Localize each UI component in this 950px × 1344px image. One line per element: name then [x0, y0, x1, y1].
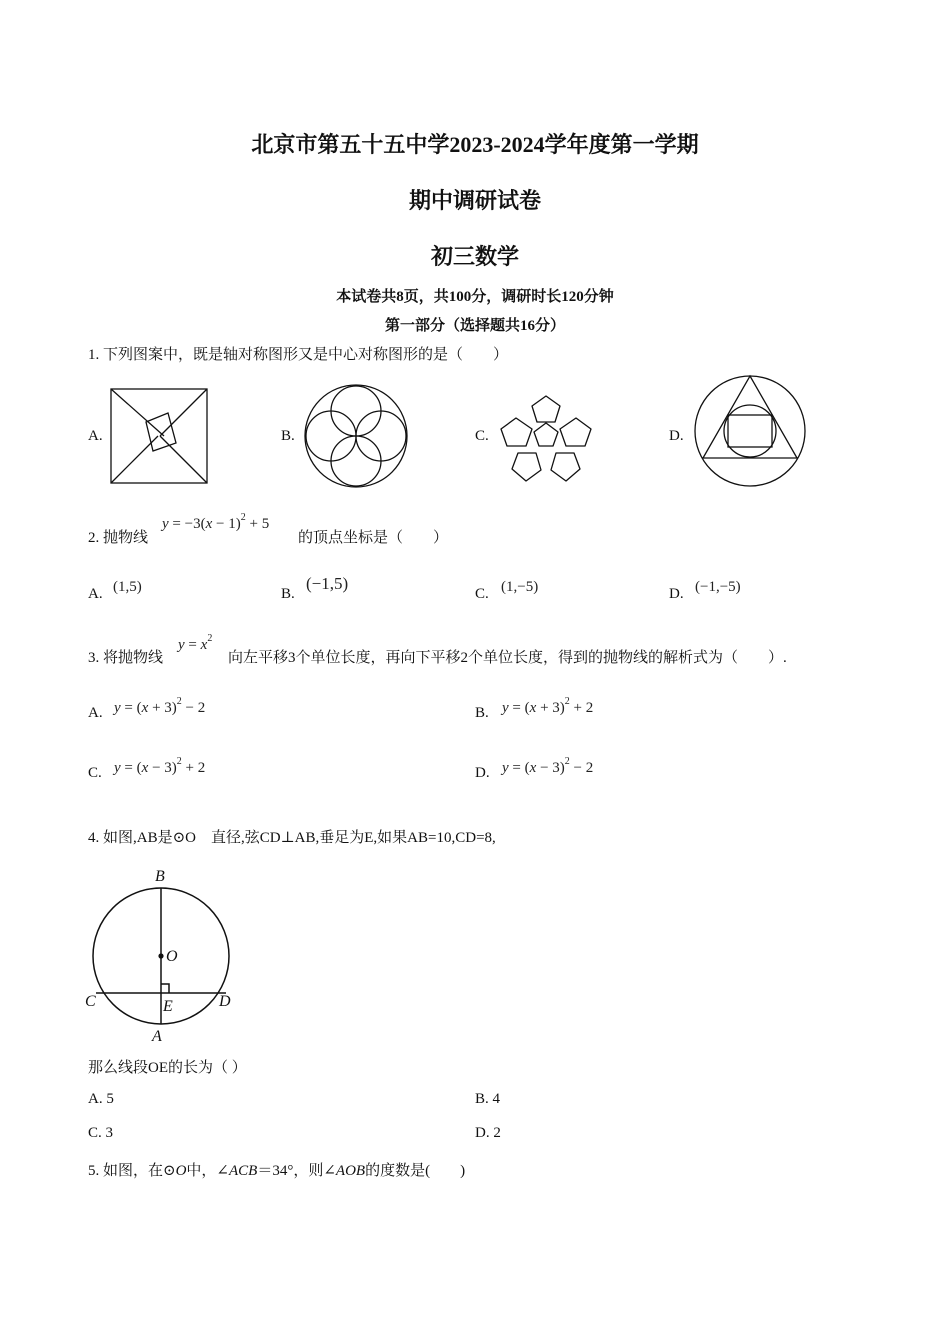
q4-label-b: B — [155, 868, 165, 885]
q4-option-b: B. 4 — [475, 1091, 501, 1107]
q4-label-d: D — [219, 993, 231, 1010]
q2-option-a-value: (1,5) — [113, 579, 142, 595]
q4-label-c: C — [85, 993, 96, 1010]
figure-a-square-pinwheel — [110, 388, 208, 484]
q2-option-c-label: C. — [475, 586, 489, 602]
q1-option-d-label: D. — [669, 428, 684, 444]
q4-label-o: O — [166, 948, 178, 965]
exam-subtitle: 期中调研试卷 — [408, 188, 541, 213]
q3-option-d-formula: $y = (x - 3)^2 - 2$ — [502, 756, 594, 776]
q1-option-c-label: C. — [475, 428, 489, 444]
q1-option-a-label: A. — [88, 428, 103, 444]
q4-center-point — [158, 953, 163, 958]
q3-option-c-label: C. — [88, 765, 102, 781]
q4-label-a: A — [152, 1028, 162, 1045]
question-2-suffix: 的顶点坐标是（ ） — [298, 530, 449, 546]
q3-option-d-label: D. — [475, 765, 490, 781]
q2-formula: $y = -3(x - 1)^2 + 5$ — [162, 512, 270, 532]
subject-title: 初三数学 — [430, 244, 519, 269]
q4-option-a: A. 5 — [88, 1091, 114, 1107]
q3-option-b-label: B. — [475, 705, 489, 721]
q2-option-b-label: B. — [281, 586, 295, 602]
question-3-prefix: 3. 将抛物线 — [88, 650, 164, 666]
q2-option-a-label: A. — [88, 586, 103, 602]
q2-option-d-value: (−1,−5) — [695, 579, 741, 595]
q4-right-angle-mark — [161, 984, 169, 993]
q3-option-a-label: A. — [88, 705, 103, 721]
question-1-text: 1. 下列图案中，既是轴对称图形又是中心对称图形的是（ ） — [88, 347, 509, 363]
question-3-suffix: 向左平移3个单位长度，再向下平移2个单位长度，得到的抛物线的解析式为（ ）. — [228, 650, 787, 666]
q4-circle-figure — [80, 862, 240, 1046]
q3-formula: $y = x^2$ — [178, 633, 213, 653]
q2-option-c-value: (1,−5) — [501, 579, 539, 595]
figure-b-four-circles — [303, 383, 409, 489]
question-4-text: 4. 如图,AB是⊙O 直径,弦CD⊥AB,垂足为E,如果AB=10,CD=8, — [88, 830, 496, 846]
question-2-prefix: 2. 抛物线 — [88, 530, 149, 546]
figure-d-circle-triangle — [693, 374, 807, 488]
question-5-text: 5. 如图，在⊙O中，∠ACB＝34°，则∠AOB的度数是( ) — [88, 1163, 466, 1179]
q2-option-b-value: (−1,5) — [306, 574, 349, 593]
figure-c-pentagons — [496, 393, 596, 485]
section-heading: 第一部分（选择题共16分） — [384, 318, 565, 334]
question-4-question: 那么线段OE的长为（ ） — [88, 1060, 247, 1076]
q3-option-c-formula: $y = (x - 3)^2 + 2$ — [114, 756, 206, 776]
q4-option-c: C. 3 — [88, 1125, 114, 1141]
q1-option-b-label: B. — [281, 428, 295, 444]
q4-label-e: E — [163, 998, 173, 1015]
q4-option-d: D. 2 — [475, 1125, 501, 1141]
q2-option-d-label: D. — [669, 586, 684, 602]
exam-title: 北京市第五十五中学2023-2024学年度第一学期 — [251, 132, 699, 157]
q3-option-a-formula: $y = (x + 3)^2 - 2$ — [114, 696, 206, 716]
exam-info: 本试卷共8页，共100分，调研时长120分钟 — [336, 289, 614, 305]
q3-option-b-formula: $y = (x + 3)^2 + 2$ — [502, 696, 594, 716]
